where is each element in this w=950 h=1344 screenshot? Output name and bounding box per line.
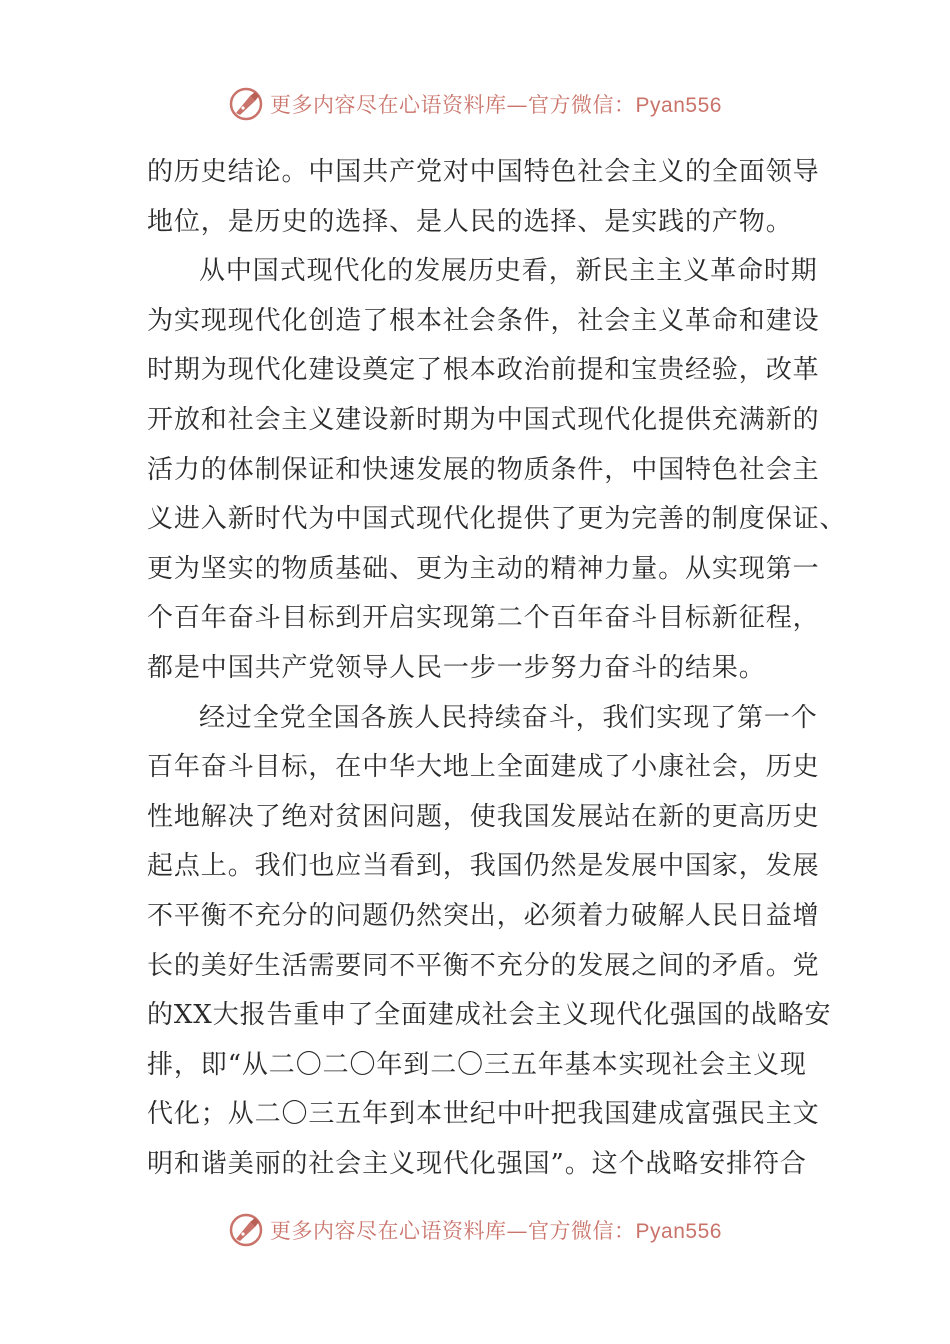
text-line: 性地解决了绝对贫困问题，使我国发展站在新的更高历史 <box>147 801 820 832</box>
banner-text: 更多内容尽在心语资料库—官方微信：Pyan556 <box>270 1219 722 1243</box>
header-banner <box>0 84 950 124</box>
text-line: 更为坚实的物质基础、更为主动的精神力量。从实现第一 <box>147 553 820 584</box>
document-body <box>147 148 847 1189</box>
text-line: 时期为现代化建设奠定了根本政治前提和宝贵经验，改革 <box>147 355 820 386</box>
text-line: 活力的体制保证和快速发展的物质条件，中国特色社会主 <box>147 454 820 485</box>
pen-nib-logo-icon <box>228 86 264 122</box>
text-line: 明和谐美丽的社会主义现代化强国”。这个战略安排符合 <box>147 1148 807 1179</box>
text-line: 代化；从二〇三五年到本世纪中叶把我国建成富强民主文 <box>147 1099 820 1130</box>
text-line: 个百年奋斗目标到开启实现第二个百年奋斗目标新征程， <box>147 603 820 634</box>
text-line: 地位，是历史的选择、是人民的选择、是实践的产物。 <box>147 206 793 237</box>
text-line: 都是中国共产党领导人民一步一步努力奋斗的结果。 <box>147 652 766 683</box>
text-line: 为实现现代化创造了根本社会条件，社会主义革命和建设 <box>147 305 820 336</box>
text-line: 的XX大报告重申了全面建成社会主义现代化强国的战略安 <box>147 1000 832 1031</box>
text-line: 长的美好生活需要同不平衡不充分的发展之间的矛盾。党 <box>147 950 820 981</box>
wechat-id: Pyan556 <box>635 94 722 117</box>
text-line: 百年奋斗目标，在中华大地上全面建成了小康社会，历史 <box>147 752 820 783</box>
text-line: 排，即“从二〇二〇年到二〇三五年基本实现社会主义现 <box>147 1049 807 1080</box>
text-line: 起点上。我们也应当看到，我国仍然是发展中国家，发展 <box>147 851 820 882</box>
text-line: 不平衡不充分的问题仍然突出，必须着力破解人民日益增 <box>147 900 820 931</box>
text-line: 经过全党全国各族人民持续奋斗，我们实现了第一个 <box>199 702 818 733</box>
banner-text: 更多内容尽在心语资料库—官方微信：Pyan556 <box>270 93 722 117</box>
wechat-id: Pyan556 <box>635 1220 722 1243</box>
footer-banner <box>0 1210 950 1250</box>
text-line: 开放和社会主义建设新时期为中国式现代化提供充满新的 <box>147 404 820 435</box>
text-line: 从中国式现代化的发展历史看，新民主主义革命时期 <box>199 256 818 287</box>
text-line: 的历史结论。中国共产党对中国特色社会主义的全面领导 <box>147 157 820 187</box>
pen-nib-logo-icon <box>228 1212 264 1248</box>
text-line: 义进入新时代为中国式现代化提供了更为完善的制度保证、 <box>147 504 847 535</box>
